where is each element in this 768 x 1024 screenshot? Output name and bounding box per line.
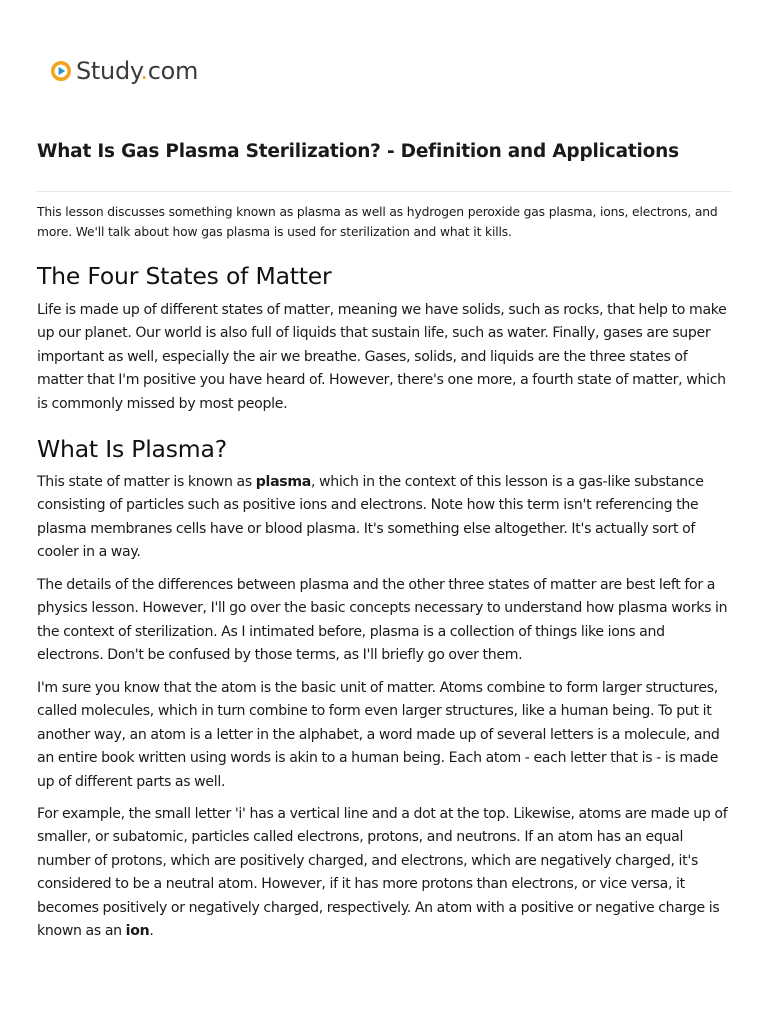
study-logo-text: Study.com <box>76 57 199 85</box>
study-logo-icon <box>50 60 72 82</box>
paragraph-ion-definition: For example, the small letter 'i' has a vertical line and a dot at the top. Likewise, atoms are made up of smaller, or subatomic, particles called electrons, protons, and neutrons. If an atom has an equal number of protons, which are positively charged, and electrons, which are negatively charged, it's considered to be a neutral atom. However, if it has more protons than electrons, or vice versa, it becomes positively or negatively charged, respectively. An atom with a positive or negative charge is known as an ion. <box>37 806 728 940</box>
section-heading-what-is-plasma: What Is Plasma? <box>37 435 227 463</box>
term-ion: ion <box>125 923 150 940</box>
paragraph-atom-basics: I'm sure you know that the atom is the basic unit of matter. Atoms combine to form larger structures, called molecules, which in turn combine to form even larger structures, like a human being. To put it another way, an atom is a letter in the alphabet, a word made up of several letters is a molecule, and an entire book written using words is akin to a human being. Each atom - each letter that is - is made up of different parts as well. <box>37 680 720 790</box>
term-plasma: plasma <box>255 474 311 490</box>
paragraph-plasma-definition: This state of matter is known as plasma, which in the context of this lesson is a gas-like substance consisting of particles such as positive ions and electrons. Note how this term isn't referencing the plasma membranes cells have or blood plasma. It's something else altogether. It's actually sort of cooler in a way. <box>37 474 704 561</box>
lesson-summary: This lesson discusses something known as plasma as well as hydrogen peroxide gas plasma, ions, electrons, and more. We'll talk about how gas plasma is used for sterilization and what it kills. <box>37 205 718 239</box>
title-divider <box>37 191 732 192</box>
paragraph-plasma-details: The details of the differences between plasma and the other three states of matter are best left for a physics lesson. However, I'll go over the basic concepts necessary to understand how plasma works in the context of sterilization. As I intimated before, plasma is a collection of things like ions and electrons. Don't be confused by those terms, as I'll briefly go over them. <box>37 577 728 664</box>
section-heading-four-states: The Four States of Matter <box>37 262 332 290</box>
paragraph-four-states: Life is made up of different states of matter, meaning we have solids, such as rocks, that help to make up our planet. Our world is also full of liquids that sustain life, such as water. Finally, gases are super important as well, especially the air we breathe. Gases, solids, and liquids are the three states of matter that I'm positive you have heard of. However, there's one more, a fourth state of matter, which is commonly missed by most people. <box>37 302 727 412</box>
page-title: What Is Gas Plasma Sterilization? - Definition and Applications <box>37 141 679 162</box>
study-logo[interactable] <box>50 56 198 86</box>
